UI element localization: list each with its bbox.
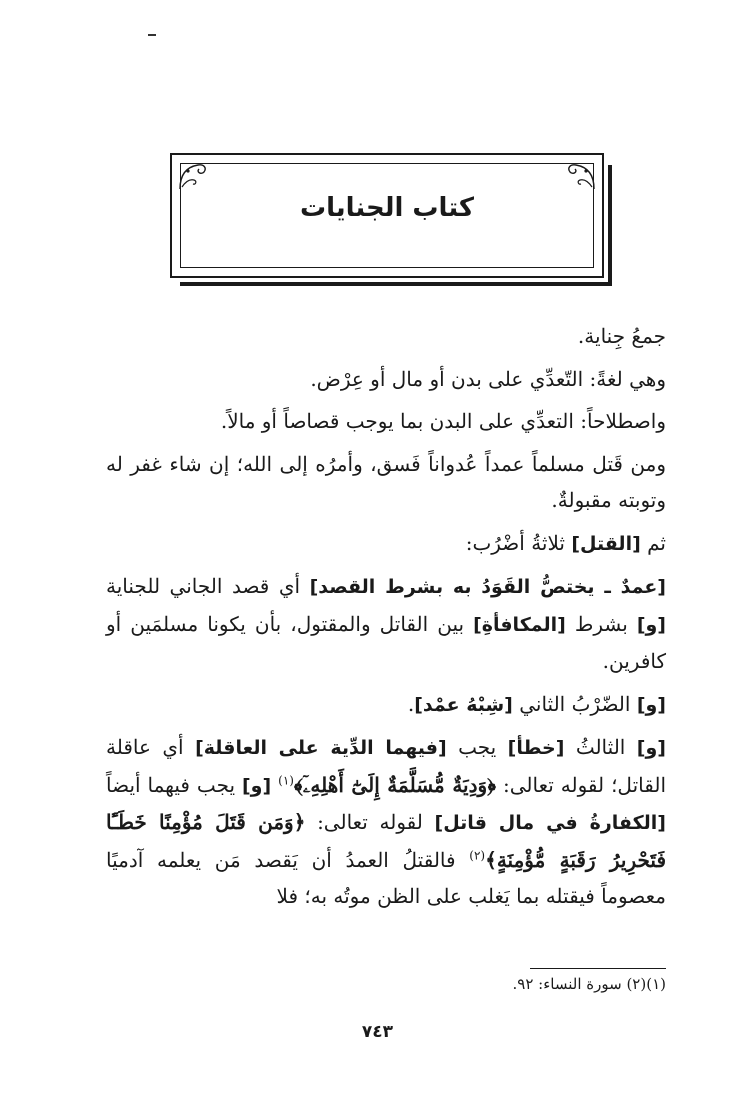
bold-term: [و] [242,774,272,797]
bold-term: [و] [636,693,666,716]
footnote-ref: (١) [278,772,294,787]
quran-verse: ﴿وَمَن قَتَلَ مُؤْمِنًا خَطَـًٔا فَتَحْرِيرُ رَقَبَةٍ مُّؤْمِنَةٍ﴾ [106,810,667,872]
paragraph: واصطلاحاً: التعدِّي على البدن بما يوجب قصاصاً أو مالاً. [220,409,666,433]
paragraph: [عمدٌ ـ يختصُّ القَوَدُ به بشرط القصد] أي قصد الجاني للجناية [و] بشرط [المكافأةِ] بين القاتل والمقتول، بأن يكونا مسلمَين أو كافرين. [106,574,666,673]
scan-mark [148,34,156,36]
bold-term: [الكفارةُ في مال قاتل] [434,812,666,834]
bold-term: [فيهما الدِّية على العاقلة] [195,737,447,759]
chapter-title-box [170,153,604,278]
chapter-title: كتاب الجنايات [299,193,475,223]
footnote: (١)(٢) سورة النساء: ٩٢. [512,975,666,993]
body-text [106,318,666,921]
bold-term: [خطأ] [507,737,565,759]
bold-term: [و] [636,613,666,636]
bold-term: [القتل] [571,532,641,555]
corner-ornament-icon [564,159,598,193]
quran-verse: ﴿وَدِيَةٌ مُّسَلَّمَةٌ إِلَىٰٓ أَهْلِهِۦٓ﴾ [293,772,497,797]
footnote-ref: (٢) [469,847,486,862]
paragraph: ومن قَتل مسلماً عمداً عُدواناً فَسق، وأمرُه إلى الله؛ إن شاء غفر له وتوبته مقبولةٌ. [106,451,666,512]
corner-ornament-icon [176,159,210,193]
footnote-divider [530,968,666,969]
paragraph: ثم [القتل] ثلاثةُ أضْرُب: [465,530,666,555]
bold-term: [و] [636,737,666,759]
paragraph: جمعُ جِناية. [577,324,666,348]
page-number: ٧٤٣ [361,1022,394,1042]
bold-term: [المكافأةِ] [473,613,566,636]
paragraph: [و] الثالثُ [خطأ] يجب [فيهما الدِّية على العاقلة] أي عاقلة القاتل؛ لقوله تعالى: ﴿وَدِيَةٌ مُّسَلَّمَةٌ إِلَىٰٓ أَهْلِهِۦٓ﴾$^{(١)}$ [و] يجب فيهما أيضاً [الكفارةُ في مال قاتل] لقوله تعالى: ﴿وَمَن قَتَلَ مُؤْمِنًا خَطَـًٔا فَتَحْرِيرُ رَقَبَةٍ مُّؤْمِنَةٍ﴾$^{(٢)}$ فالقتلُ العمدُ أن يَقصد مَن يعلمه آدميًا معصوماً فيقتله بما يَغلب على الظن موتُه به؛ فلا [106,735,667,908]
bold-term: [عمدٌ ـ يختصُّ القَوَدُ به بشرط القصد] [309,576,666,598]
paragraph: [و] الضّرْبُ الثاني [شِبْهُ عمْد]. [407,691,666,716]
bold-term: [شِبْهُ عمْد] [414,693,513,716]
paragraph: وهي لغةً: التّعدِّي على بدن أو مال أو عِرْض. [310,366,666,391]
